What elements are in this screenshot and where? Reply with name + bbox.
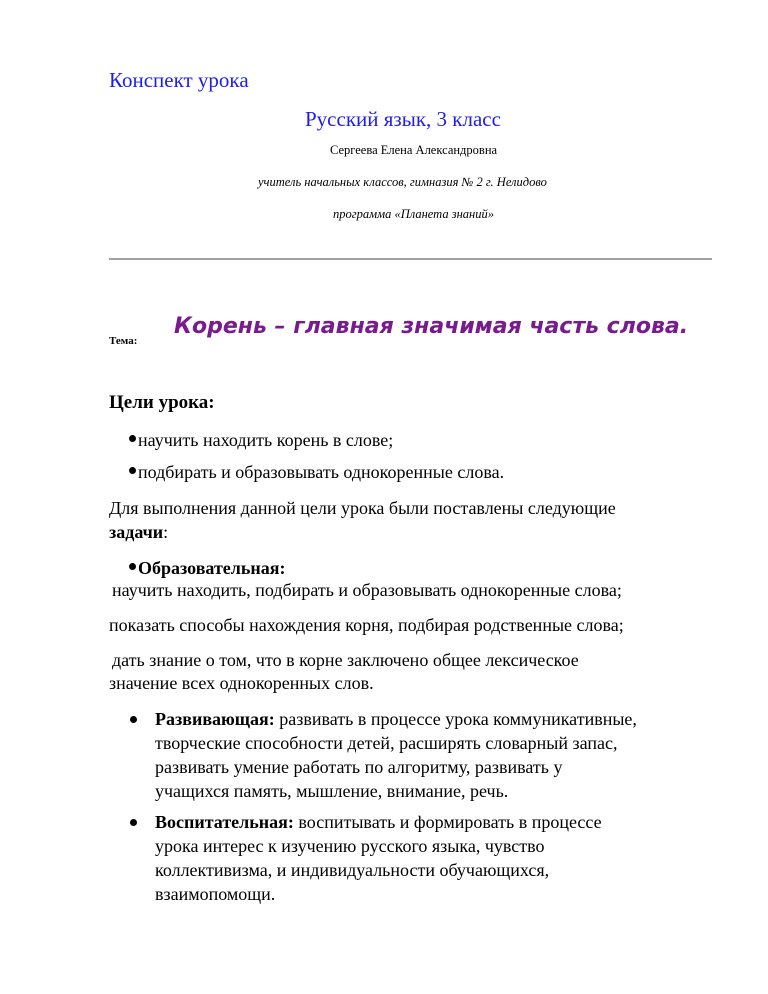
task-developing-label: Развивающая: — [155, 709, 275, 729]
tasks-colon: : — [163, 522, 169, 542]
topic-title: Корень – главная значимая часть слова. — [174, 314, 689, 339]
horizontal-rule — [109, 258, 712, 260]
task-developing-text: развивать умение работать по алгоритму, развивать у — [155, 757, 563, 777]
document-type: Конспект урока — [109, 68, 249, 92]
bullet-icon — [129, 563, 136, 570]
task-upbringing-text: коллективизма, и индивидуальности обучающихся, — [155, 860, 550, 880]
task-educational — [138, 556, 286, 580]
tasks-intro-line: Для выполнения данной цели урока были поставлены следующие — [109, 498, 616, 518]
goal-item — [138, 428, 393, 452]
task-developing-text: учащихся память, мышление, внимание, речь. — [155, 781, 509, 801]
topic-label: Тема: — [109, 335, 138, 347]
bullet-icon — [130, 716, 137, 723]
bullet-icon — [130, 819, 137, 826]
program-name: программа «Планета знаний» — [333, 207, 495, 221]
task-developing-text: творческие способности детей, расширять словарный запас, — [155, 733, 618, 753]
task-developing-text: развивать в процессе урока коммуникативные, — [274, 709, 637, 729]
goal-item-text: научить находить корень в слове; — [138, 430, 394, 450]
goals-heading: Цели урока: — [109, 392, 215, 413]
task-educational-line: показать способы нахождения корня, подбирая родственные слова; — [109, 615, 624, 635]
task-upbringing-text: взаимопомощи. — [155, 884, 276, 904]
task-educational-line: научить находить, подбирать и образовывать однокоренные слова; — [112, 580, 622, 600]
tasks-keyword: задачи — [109, 522, 164, 542]
tasks-intro-line — [109, 520, 168, 544]
task-developing — [155, 707, 637, 803]
task-upbringing — [155, 810, 602, 906]
author-position: учитель начальных классов, гимназия № 2 г. Нелидово — [258, 175, 547, 189]
task-upbringing-label: Воспитательная: — [155, 812, 294, 832]
task-upbringing-text: воспитывать и формировать в процессе — [293, 812, 602, 832]
task-educational-label: Образовательная: — [138, 558, 286, 578]
bullet-icon — [129, 467, 136, 474]
task-upbringing-text: урока интерес к изучению русского языка, чувство — [155, 836, 545, 856]
author-name: Сергеева Елена Александровна — [330, 143, 498, 157]
task-educational-line: значение всех однокоренных слов. — [109, 673, 374, 693]
goal-item — [138, 460, 504, 484]
task-educational-line: дать знание о том, что в корне заключено общее лексическое — [112, 650, 579, 670]
subject-title: Русский язык, 3 класс — [305, 107, 501, 131]
bullet-icon — [129, 435, 136, 442]
goal-item-text: подбирать и образовывать однокоренные слова. — [138, 462, 505, 482]
